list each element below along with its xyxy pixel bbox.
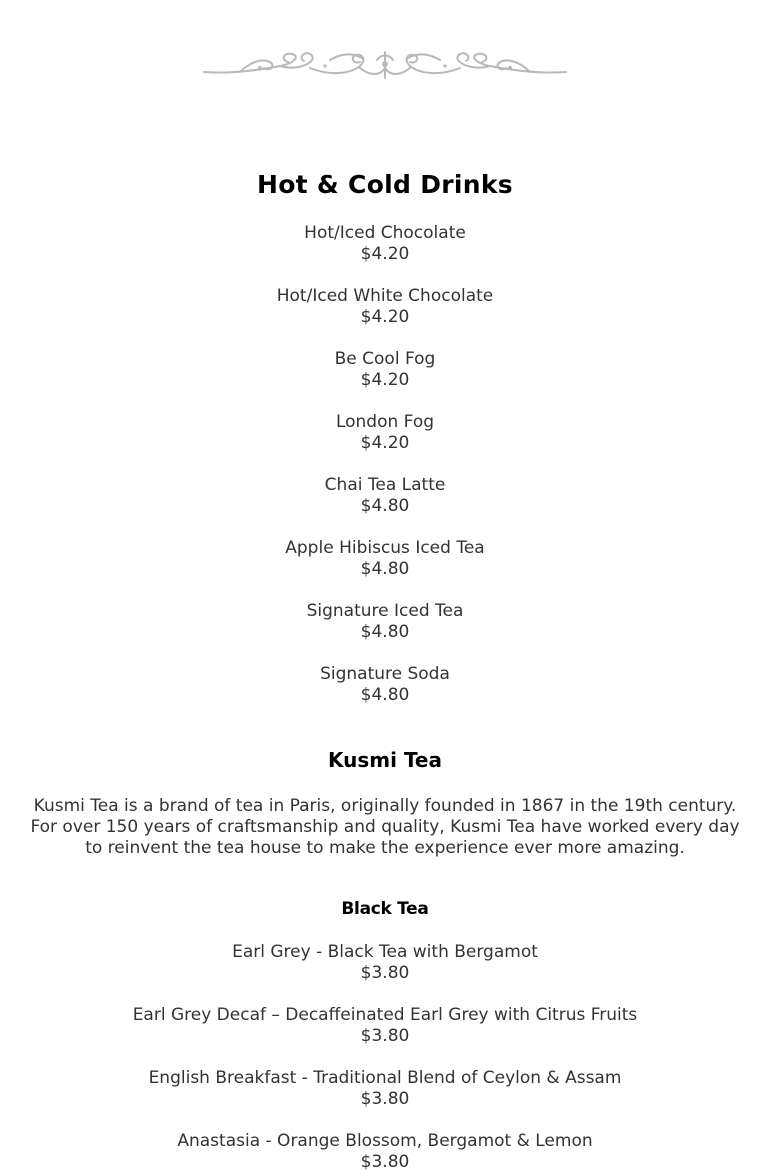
- black-tea-heading: Black Tea: [341, 899, 429, 919]
- kusmi-tea-heading: Kusmi Tea: [328, 748, 442, 772]
- menu-item-name: Signature Soda: [320, 664, 450, 684]
- menu-item-name: English Breakfast - Traditional Blend of Ceylon & Assam: [148, 1068, 622, 1088]
- hot-cold-drinks-heading: Hot & Cold Drinks: [256, 170, 513, 199]
- menu-item-name: Anastasia - Orange Blossom, Bergamot & Lemon: [177, 1131, 593, 1151]
- menu-item: [0, 538, 770, 580]
- menu-item: [0, 1005, 770, 1047]
- menu-item-name: Earl Grey - Black Tea with Bergamot: [232, 942, 538, 962]
- menu-item-price: $4.20: [360, 370, 410, 390]
- menu-item-name: Apple Hibiscus Iced Tea: [285, 538, 485, 558]
- menu-item-name: Signature Iced Tea: [306, 601, 464, 621]
- menu-item-name: Earl Grey Decaf – Decaffeinated Earl Grey with Citrus Fruits: [132, 1005, 638, 1025]
- menu-item: [0, 601, 770, 643]
- menu-item: [0, 475, 770, 517]
- menu-item-price: $3.80: [360, 1089, 410, 1109]
- kusmi-tea-description: Kusmi Tea is a brand of tea in Paris, originally founded in 1867 in the 19th century. For over 150 years of craftsmanship and quality, Kusmi Tea have worked every day to reinvent the tea house to make the experience ever more amazing.: [30, 796, 740, 858]
- menu-item-price: $3.80: [360, 1152, 410, 1172]
- menu-item: [0, 286, 770, 328]
- menu-item: [0, 412, 770, 454]
- menu-item: [0, 349, 770, 391]
- menu-item-price: $3.80: [360, 963, 410, 983]
- menu-item: [0, 223, 770, 265]
- menu-item-name: Be Cool Fog: [334, 349, 436, 369]
- menu-item-name: London Fog: [335, 412, 435, 432]
- menu-item-price: $4.20: [360, 244, 410, 264]
- scroll-flourish-ornament-icon: [200, 46, 570, 84]
- menu-item-price: $4.80: [360, 559, 410, 579]
- menu-item-price: $3.80: [360, 1026, 410, 1046]
- menu-item: [0, 942, 770, 984]
- menu-item-price: $4.80: [360, 685, 410, 705]
- menu-item-name: Hot/Iced White Chocolate: [276, 286, 494, 306]
- menu-item: [0, 664, 770, 706]
- menu-item-name: Chai Tea Latte: [324, 475, 446, 495]
- menu-item-price: $4.80: [360, 496, 410, 516]
- menu-item-price: $4.20: [360, 307, 410, 327]
- menu-item: [0, 1068, 770, 1110]
- menu-item-price: $4.80: [360, 622, 410, 642]
- menu-item-price: $4.20: [360, 433, 410, 453]
- menu-item-name: Hot/Iced Chocolate: [304, 223, 466, 243]
